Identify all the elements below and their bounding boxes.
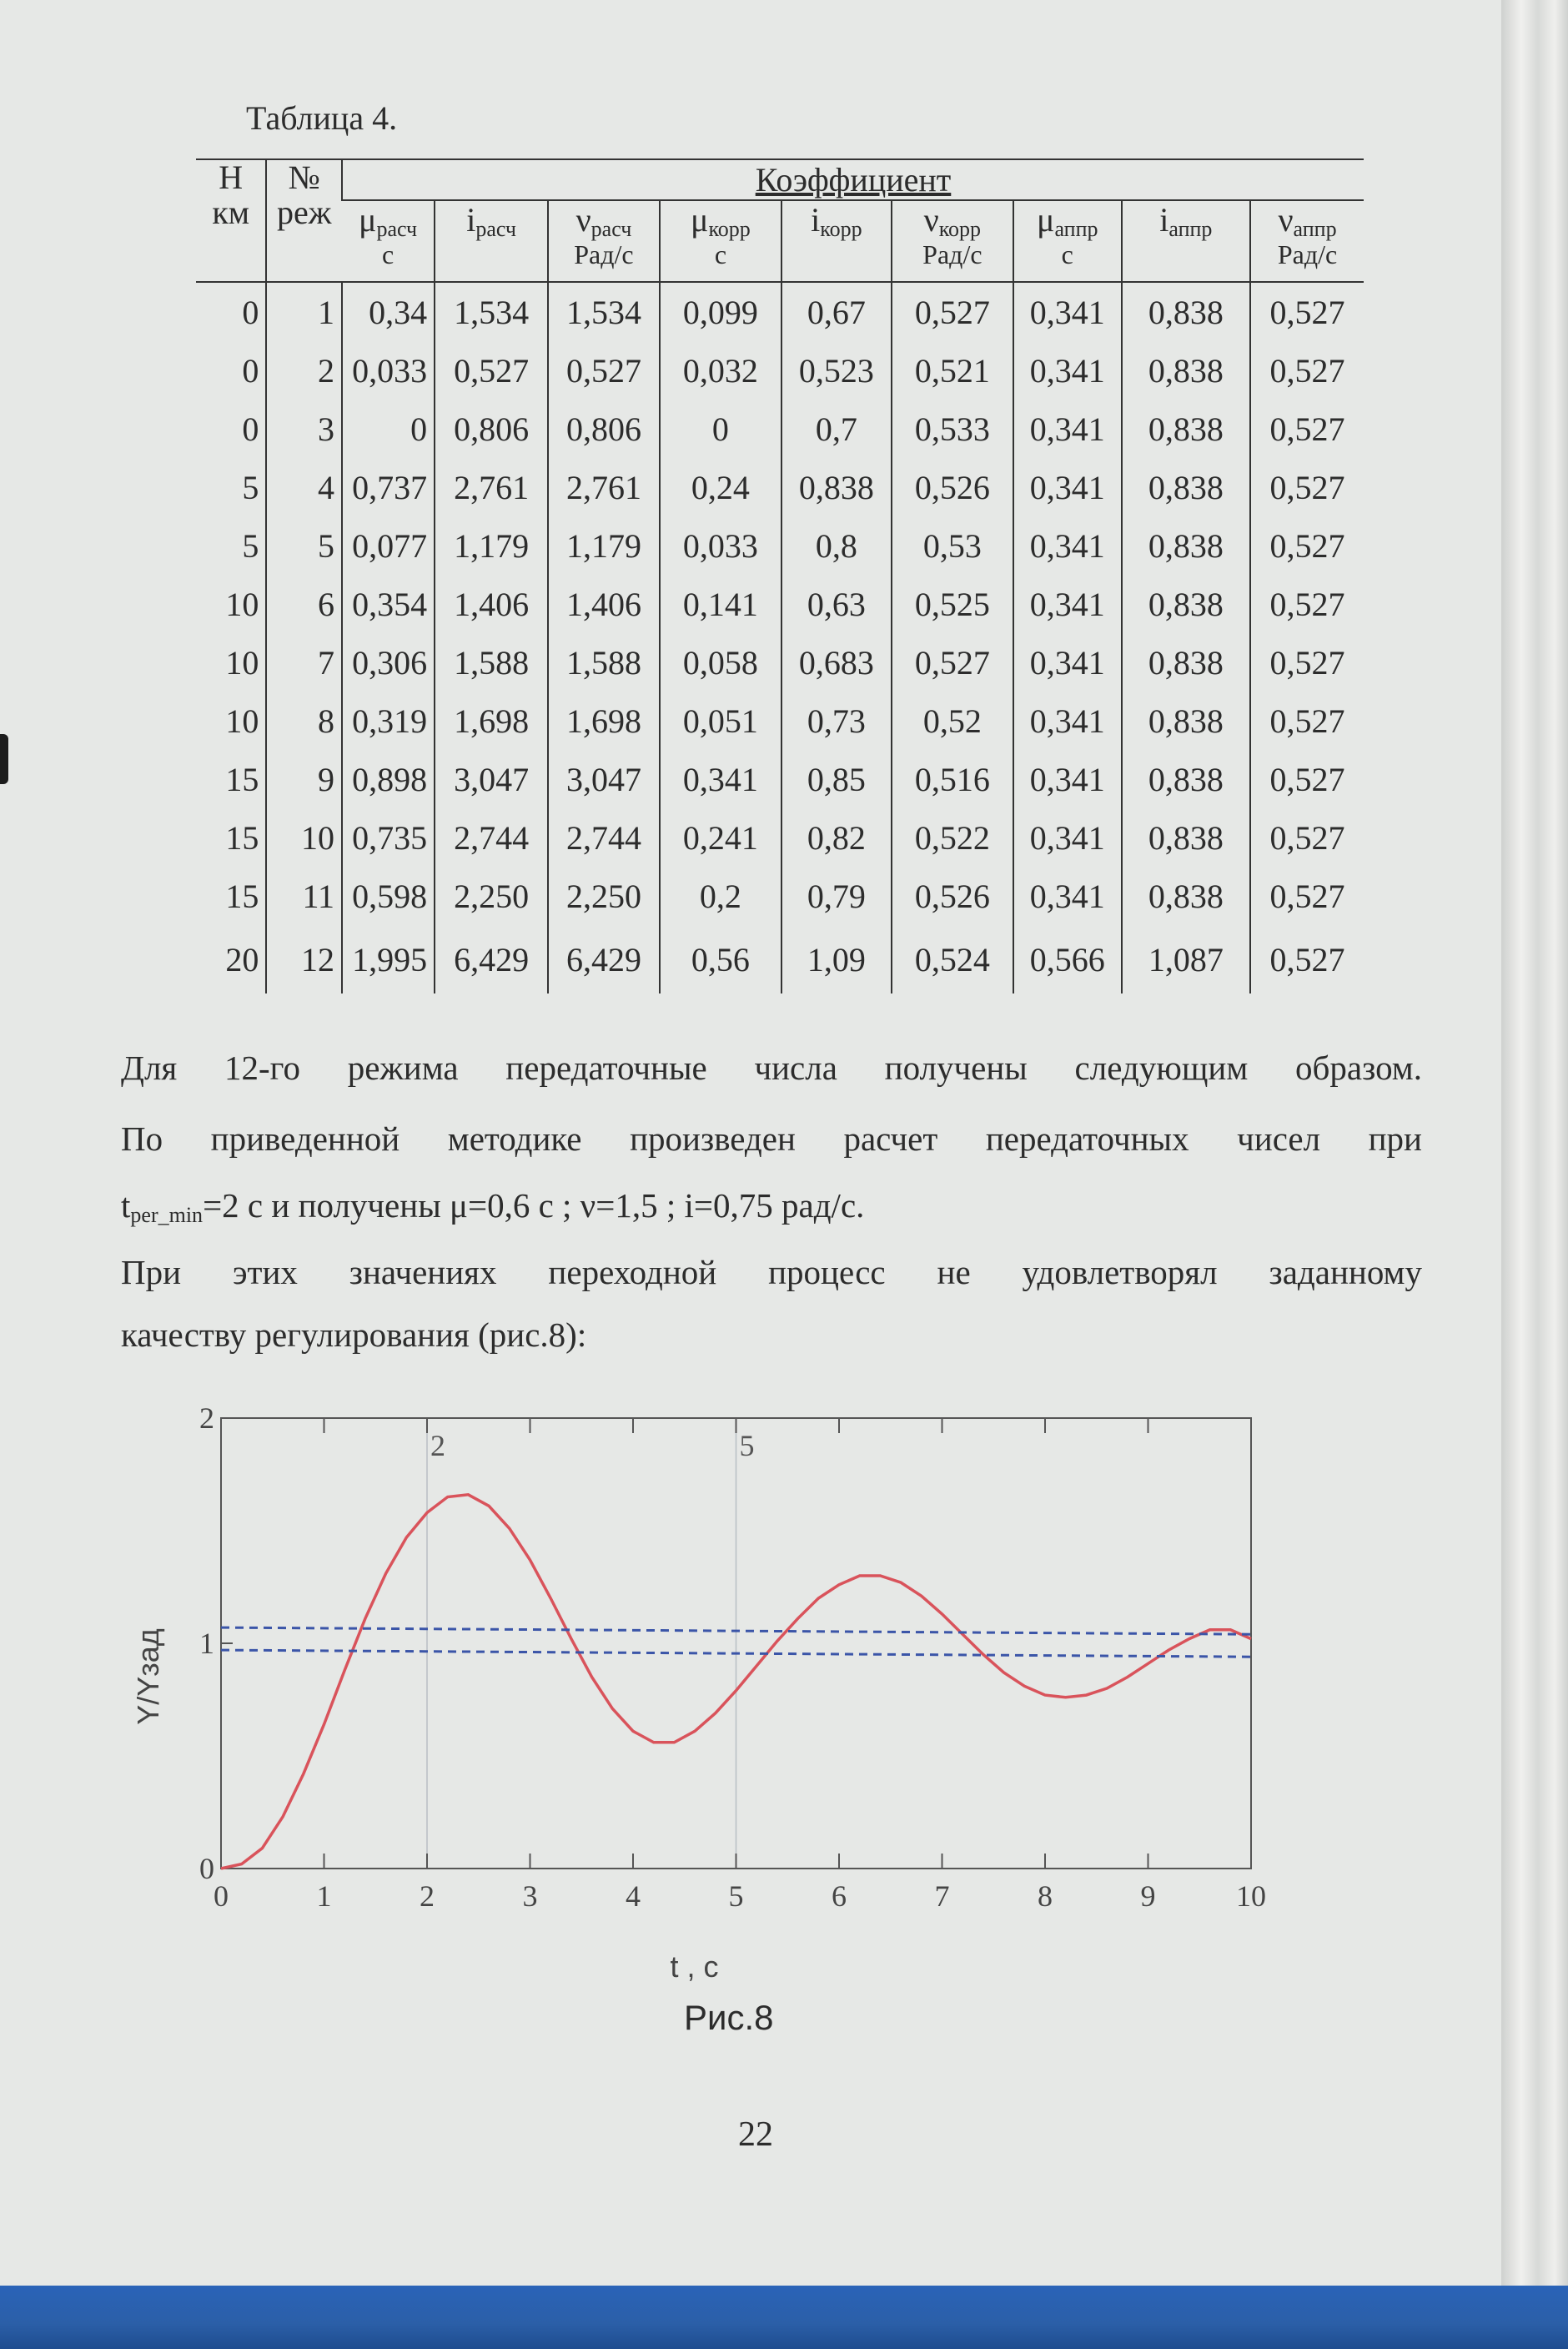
table-cell: 5 [242,526,259,565]
table-cell: 8 [266,692,342,750]
binding-mark [0,734,8,784]
table-cell: 0,598 [342,867,435,925]
table-cell: 1,179 [435,516,548,575]
header-col-1: $\mu_{расч}$ с [359,201,418,269]
table-cell: 0,341 [660,750,781,808]
binding-band [0,2286,1568,2349]
table-cell: 2 [266,341,342,400]
table-cell: 0,077 [342,516,435,575]
table-row [196,867,1364,925]
table-cell: 0,527 [1250,575,1364,633]
table-cell: 0,525 [892,575,1013,633]
table-cell: 0,341 [1013,750,1122,808]
table-cell: 0,63 [781,575,892,633]
x-tick-label: 5 [728,1879,744,1913]
table-cell: 1,087 [1122,925,1250,993]
table-cell: 0,527 [1250,516,1364,575]
table-cell: 7 [266,633,342,692]
table-cell: 0,527 [1250,282,1364,341]
header-col-5: $i_{корр}$ [781,200,892,282]
table-cell: 0,737 [342,458,435,516]
table-cell: 0,527 [435,341,548,400]
table-row [196,458,1364,516]
x-tick-label: 10 [1236,1879,1266,1913]
table-cell: 0,838 [1122,867,1250,925]
table-cell: 0,341 [1013,341,1122,400]
table-cell: 1,534 [435,282,548,341]
header-regime: № реж [266,159,342,282]
table-cell: 1 [266,282,342,341]
table-cell: 12 [266,925,342,993]
table-cell: 0,341 [1013,808,1122,867]
table-cell: 0,527 [892,633,1013,692]
table-cell: 5 [266,516,342,575]
table-cell: 0,73 [781,692,892,750]
table-cell: 0,241 [660,808,781,867]
header-col-7: $\mu_{аппр}$ с [1013,200,1122,282]
transient-response-chart [108,1401,1385,2019]
table-cell: 0,838 [1122,808,1250,867]
table-cell: 0,341 [1013,633,1122,692]
table-row [196,925,1364,993]
table-cell: 0,34 [342,282,435,341]
table-cell: 1,698 [548,692,660,750]
table-cell: 10 [266,808,342,867]
table-cell: 0,838 [1122,575,1250,633]
table-cell: 0,527 [892,282,1013,341]
y-tick-label: 1 [199,1627,214,1660]
table-cell: 15 [225,760,259,798]
table-cell: 0 [342,400,435,458]
table-cell: 0,341 [1013,516,1122,575]
x-tick-label: 6 [832,1879,847,1913]
x-tick-label: 8 [1038,1879,1053,1913]
table-row [196,692,1364,750]
table-cell: 0,838 [1122,341,1250,400]
table-cell: 0,527 [1250,400,1364,458]
table-caption: Таблица 4. [246,99,398,137]
table-cell: 6,429 [548,925,660,993]
table-row [196,400,1364,458]
table-cell: 0,79 [781,867,892,925]
table-cell: 0,354 [342,575,435,633]
table-cell: 0,898 [342,750,435,808]
table-cell: 9 [266,750,342,808]
page-number: 22 [738,2115,773,2154]
header-h-km: Н км [212,158,250,231]
header-col-2: $i_{расч}$ [435,200,548,282]
table-cell: 0,838 [1122,692,1250,750]
table-cell: 0,341 [1013,282,1122,341]
paragraph-1-line-3: $t_{per\_min}=2$ с и получены μ=0,6 с ; ν=1,5 ; i=0,75 рад/с. [121,1186,865,1227]
paragraph-1-line-1: Для 12-го режима передаточные числа получены следующим образом. [121,1049,1422,1087]
table-row [196,341,1364,400]
table-cell: 0,032 [660,341,781,400]
table-cell: 0,806 [548,400,660,458]
table-cell: 0,523 [781,341,892,400]
table-cell: 0,099 [660,282,781,341]
table-cell: 0,527 [548,341,660,400]
y-axis-label: Y/Yзад [131,1628,165,1725]
table-cell: 0,033 [660,516,781,575]
table-cell: 2,744 [435,808,548,867]
table-cell: 6,429 [435,925,548,993]
table-row [196,808,1364,867]
table-cell: 0,806 [435,400,548,458]
x-axis-label: t , с [670,1949,719,1984]
table-cell: 10 [225,643,259,682]
table-cell: 0,24 [660,458,781,516]
table-cell: 3,047 [435,750,548,808]
y-tick-label: 0 [199,1852,214,1885]
table-cell: 10 [225,585,259,623]
table-cell: 0,838 [1122,516,1250,575]
grid-annotation: 2 [430,1429,445,1462]
table-cell: 0,527 [1250,458,1364,516]
table-row [196,575,1364,633]
table-row [196,282,1364,341]
table-cell: 0,533 [892,400,1013,458]
table-cell: 15 [225,818,259,857]
table-cell: 0,527 [1250,867,1364,925]
table-cell: 0,341 [1013,575,1122,633]
table-cell: 0,527 [1250,692,1364,750]
table-cell: 0,56 [660,925,781,993]
table-cell: 3,047 [548,750,660,808]
x-tick-label: 3 [522,1879,538,1913]
table-cell: 0 [660,400,781,458]
table-cell: 0,82 [781,808,892,867]
x-tick-label: 2 [420,1879,435,1913]
table-cell: 1,09 [781,925,892,993]
table-cell: 1,179 [548,516,660,575]
table-cell: 2,761 [435,458,548,516]
y-tick-label: 2 [199,1401,214,1435]
table-cell: 0,341 [1013,692,1122,750]
table-cell: 0,838 [1122,400,1250,458]
table-cell: 2,250 [435,867,548,925]
x-tick-label: 9 [1140,1879,1156,1913]
table-cell: 0,527 [1250,750,1364,808]
table-cell: 5 [242,468,259,506]
grid-annotation: 5 [739,1429,755,1462]
table-cell: 0 [242,351,259,390]
table-cell: 2,761 [548,458,660,516]
table-cell: 0,033 [342,341,435,400]
table-cell: 0,838 [1122,750,1250,808]
table-cell: 15 [225,877,259,915]
table-cell: 0,058 [660,633,781,692]
table-cell: 0,7 [781,400,892,458]
table-cell: 0 [242,410,259,448]
table-cell: 0,838 [1122,633,1250,692]
table-cell: 0,683 [781,633,892,692]
table-cell: 1,406 [548,575,660,633]
table-cell: 3 [266,400,342,458]
table-cell: 2,250 [548,867,660,925]
figure-caption: Рис.8 [684,1998,774,2037]
table-cell: 1,698 [435,692,548,750]
table-cell: 0,141 [660,575,781,633]
table-cell: 0,527 [1250,925,1364,993]
table-row [196,750,1364,808]
table-cell: 0,526 [892,458,1013,516]
header-col-9: $\nu_{аппр}$ Рад/с [1250,200,1364,282]
table-cell: 1,534 [548,282,660,341]
table-cell: 0,516 [892,750,1013,808]
paragraph-1-line-2: По приведенной методике произведен расчет передаточных чисел при [121,1119,1422,1158]
table-cell: 0,522 [892,808,1013,867]
table-cell: 11 [266,867,342,925]
header-coefficient: Коэффициент [342,159,1364,200]
paragraph-2-line-1: При этих значениях переходной процесс не удовлетворял заданному [121,1253,1422,1291]
table-cell: 0 [242,293,259,331]
table-cell: 0,521 [892,341,1013,400]
table-cell: 0,526 [892,867,1013,925]
table-cell: 0,838 [781,458,892,516]
header-col-3: $\nu_{расч}$ Рад/с [548,200,660,282]
header-col-8: $i_{аппр}$ [1122,200,1250,282]
table-cell: 0,8 [781,516,892,575]
table-cell: 0,319 [342,692,435,750]
table-cell: 4 [266,458,342,516]
table-cell: 0,527 [1250,808,1364,867]
table-cell: 0,2 [660,867,781,925]
table-row [196,633,1364,692]
coefficient-table [196,158,1364,993]
table-cell: 20 [225,940,259,978]
header-col-6: $\nu_{корр}$ Рад/с [892,200,1013,282]
table-cell: 0,838 [1122,282,1250,341]
table-cell: 0,341 [1013,867,1122,925]
x-tick-label: 0 [214,1879,229,1913]
table-cell: 1,995 [342,925,435,993]
header-col-4: $\mu_{корр}$ с [660,200,781,282]
table-cell: 6 [266,575,342,633]
table-cell: 0,527 [1250,633,1364,692]
table-cell: 10 [225,702,259,740]
table-cell: 0,85 [781,750,892,808]
table-cell: 1,588 [548,633,660,692]
table-cell: 0,735 [342,808,435,867]
table-cell: 1,406 [435,575,548,633]
table-cell: 0,306 [342,633,435,692]
table-cell: 2,744 [548,808,660,867]
table-cell: 0,53 [892,516,1013,575]
x-tick-label: 1 [316,1879,332,1913]
table-cell: 0,838 [1122,458,1250,516]
table-cell: 0,524 [892,925,1013,993]
paragraph-2-line-2: качеству регулирования (рис.8): [121,1315,587,1354]
table-cell: 0,527 [1250,341,1364,400]
table-cell: 1,588 [435,633,548,692]
table-cell: 0,341 [1013,400,1122,458]
table-row [196,516,1364,575]
table-cell: 0,67 [781,282,892,341]
x-tick-label: 4 [626,1879,641,1913]
page-stack-edge [1501,0,1568,2286]
table-cell: 0,341 [1013,458,1122,516]
table-cell: 0,52 [892,692,1013,750]
x-tick-label: 7 [934,1879,950,1913]
table-cell: 0,051 [660,692,781,750]
table-cell: 0,566 [1013,925,1122,993]
